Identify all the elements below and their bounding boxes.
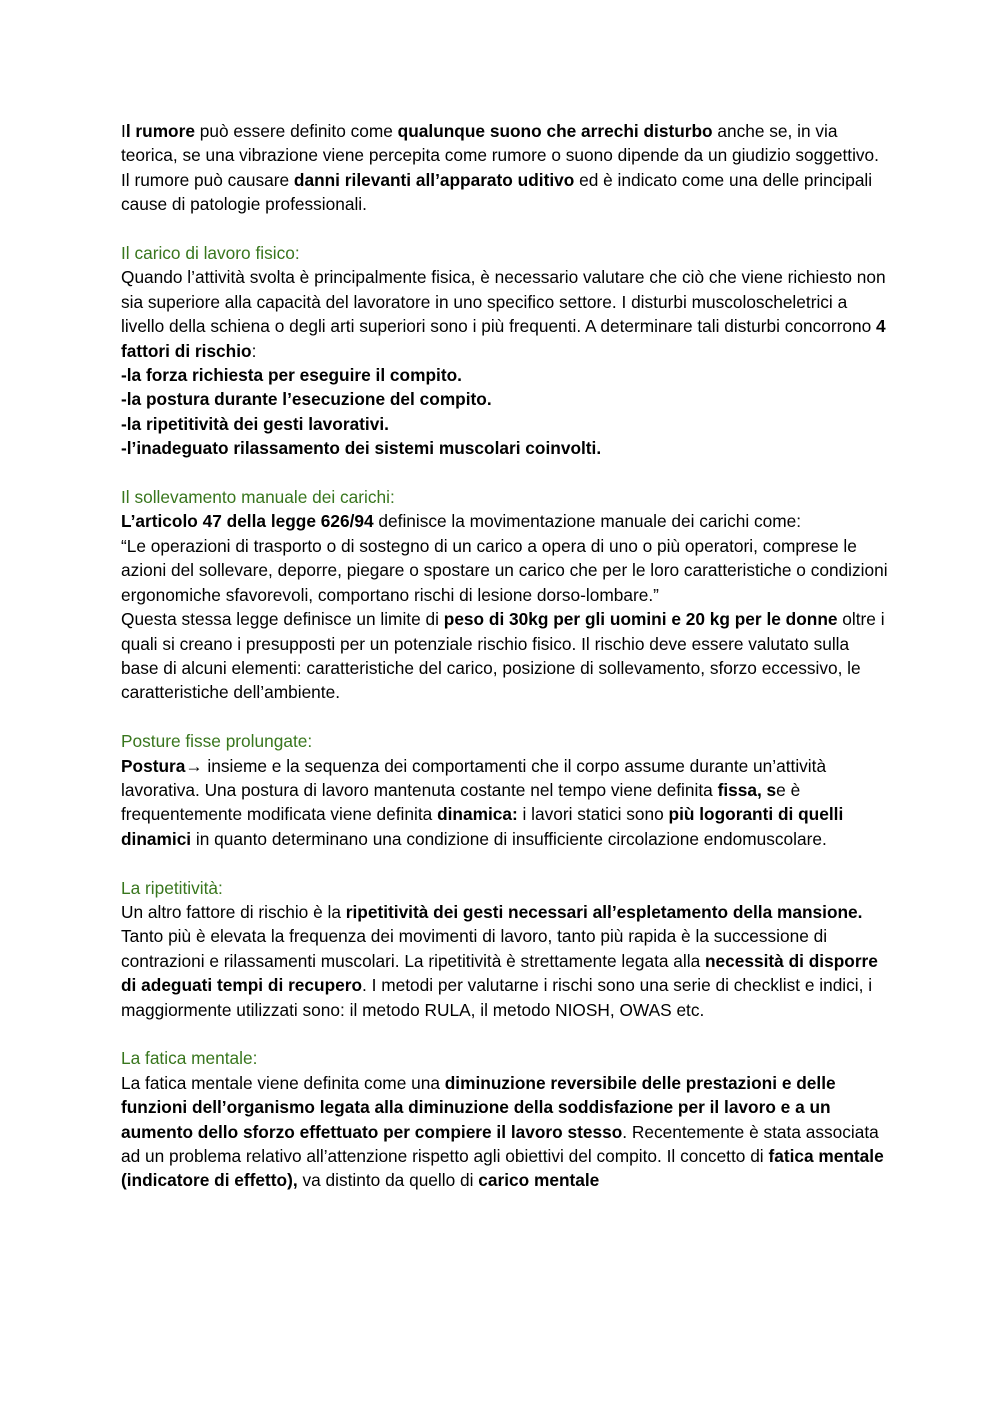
text: → insieme e la sequenza dei comportamenti che il corpo assume durante un’attività lavorativa. Una postura di lavoro mantenuta costante nel tempo viene definita bbox=[121, 755, 827, 800]
bold-text: 4 fattori di rischio bbox=[121, 316, 886, 361]
text: definisce la movimentazione manuale dei carichi come: bbox=[373, 511, 802, 532]
text: i lavori statici sono bbox=[517, 804, 669, 825]
bold-text: l rumore bbox=[125, 121, 195, 141]
bold-text: Postura bbox=[121, 755, 186, 776]
text: ed è indicato come una delle principali cause di patologie professionali. bbox=[121, 169, 873, 215]
text: oltre i quali si creano i presupposti per un potenziale rischio fisico. Il rischio deve essere valutato sulla base di alcuni elementi: caratteristiche del carico, posizione di sollevamento, sforzo eccessivo, le caratteristiche dell’ambiente. bbox=[121, 609, 885, 703]
paragraph-posture bbox=[121, 754, 891, 852]
bold-text: fatica mentale (indicatore di effetto), bbox=[121, 1145, 884, 1191]
paragraph-articolo bbox=[121, 509, 891, 533]
paragraph-citazione: “Le operazioni di trasporto o di sostegno di un carico a opera di uno o più operatori, comprese le azioni del sollevare, deporre, piegare o spostare un carico che per le loro caratteristiche o condizioni ergonomiche sfavorevoli, comportano rischi di lesione dorso-lombare.” bbox=[121, 535, 888, 605]
bold-text: ripetitività dei gesti necessari all’espletamento della mansione. bbox=[345, 901, 863, 922]
text: va distinto da quello di bbox=[297, 1170, 479, 1191]
text: Tanto più è elevata la frequenza dei movimenti di lavoro, tanto più rapida è la successione di contrazioni e rilassamenti muscolari. La ripetitività è strettamente legata alla bbox=[121, 926, 828, 971]
paragraph-rumore bbox=[121, 119, 891, 217]
heading-posture: Posture fisse prolungate: bbox=[121, 731, 313, 752]
bold-text: qualunque suono che arrechi disturbo bbox=[397, 121, 713, 141]
list-item: -la forza richiesta per eseguire il compito. bbox=[121, 365, 462, 386]
bold-text: fissa, s bbox=[717, 779, 777, 800]
paragraph-fatica-mentale bbox=[121, 1071, 891, 1193]
text: e è frequentemente modificata viene definita bbox=[121, 779, 801, 825]
heading-fatica-mentale: La fatica mentale: bbox=[121, 1048, 258, 1069]
heading-ripetitivita: La ripetitività: bbox=[121, 877, 223, 898]
list-item: -la ripetitività dei gesti lavorativi. bbox=[121, 413, 389, 434]
bold-text: danni rilevanti all’apparato uditivo bbox=[293, 169, 575, 190]
text: Questa stessa legge definisce un limite di bbox=[121, 609, 444, 630]
document-body bbox=[121, 119, 891, 1193]
paragraph-carico-lavoro bbox=[121, 265, 891, 363]
bold-text: carico mentale bbox=[478, 1170, 600, 1191]
bold-text: necessità di disporre di adeguati tempi di recupero bbox=[121, 950, 878, 996]
bold-text: dinamica: bbox=[437, 804, 518, 825]
text: : bbox=[251, 340, 257, 361]
text: La fatica mentale viene definita come una bbox=[121, 1072, 445, 1093]
text: I bbox=[121, 121, 126, 141]
text: . I metodi per valutarne i rischi sono una serie di checklist e indici, i maggiormente utilizzati sono: il metodo RULA, il metodo NIOSH, OWAS etc. bbox=[121, 975, 873, 1020]
text: . Recentemente è stata associata ad un problema relativo all’attenzione rispetto agli obiettivi del compito. Il concetto di bbox=[121, 1121, 879, 1166]
bold-text: L’articolo 47 della legge 626/94 bbox=[121, 511, 374, 532]
text: può essere definito come bbox=[194, 121, 398, 141]
text: Quando l’attività svolta è principalmente fisica, è necessario valutare che ciò che viene richiesto non sia superiore alla capacità del lavoratore in uno specifico settore. I disturbi muscoloscheletrici a livello della schiena o degli arti superiori sono i più frequenti. A determinare tali disturbi concorrono bbox=[121, 267, 886, 337]
paragraph-ripetitivita bbox=[121, 900, 891, 1022]
list-item: -l’inadeguato rilassamento dei sistemi muscolari coinvolti. bbox=[121, 438, 602, 459]
text: anche se, in via teorica, se una vibrazione viene percepita come rumore o suono dipende da un giudizio soggettivo. Il rumore può causare bbox=[121, 121, 879, 190]
text: in quanto determinano una condizione di insufficiente circolazione endomuscolare. bbox=[191, 828, 827, 849]
list-item: -la postura durante l’esecuzione del compito. bbox=[121, 389, 492, 410]
text: Un altro fattore di rischio è la bbox=[121, 901, 346, 922]
heading-carico-lavoro: Il carico di lavoro fisico: bbox=[121, 243, 300, 264]
bold-text: peso di 30kg per gli uomini e 20 kg per le donne bbox=[443, 609, 838, 630]
heading-sollevamento: Il sollevamento manuale dei carichi: bbox=[121, 487, 395, 508]
paragraph-limite-peso bbox=[121, 607, 891, 705]
bold-text: diminuzione reversibile delle prestazioni e delle funzioni dell’organismo legata alla diminuzione della soddisfazione per il lavoro e a un aumento dello sforzo effettuato per compiere il lavoro stesso bbox=[121, 1072, 836, 1142]
bold-text: più logoranti di quelli dinamici bbox=[121, 804, 844, 849]
